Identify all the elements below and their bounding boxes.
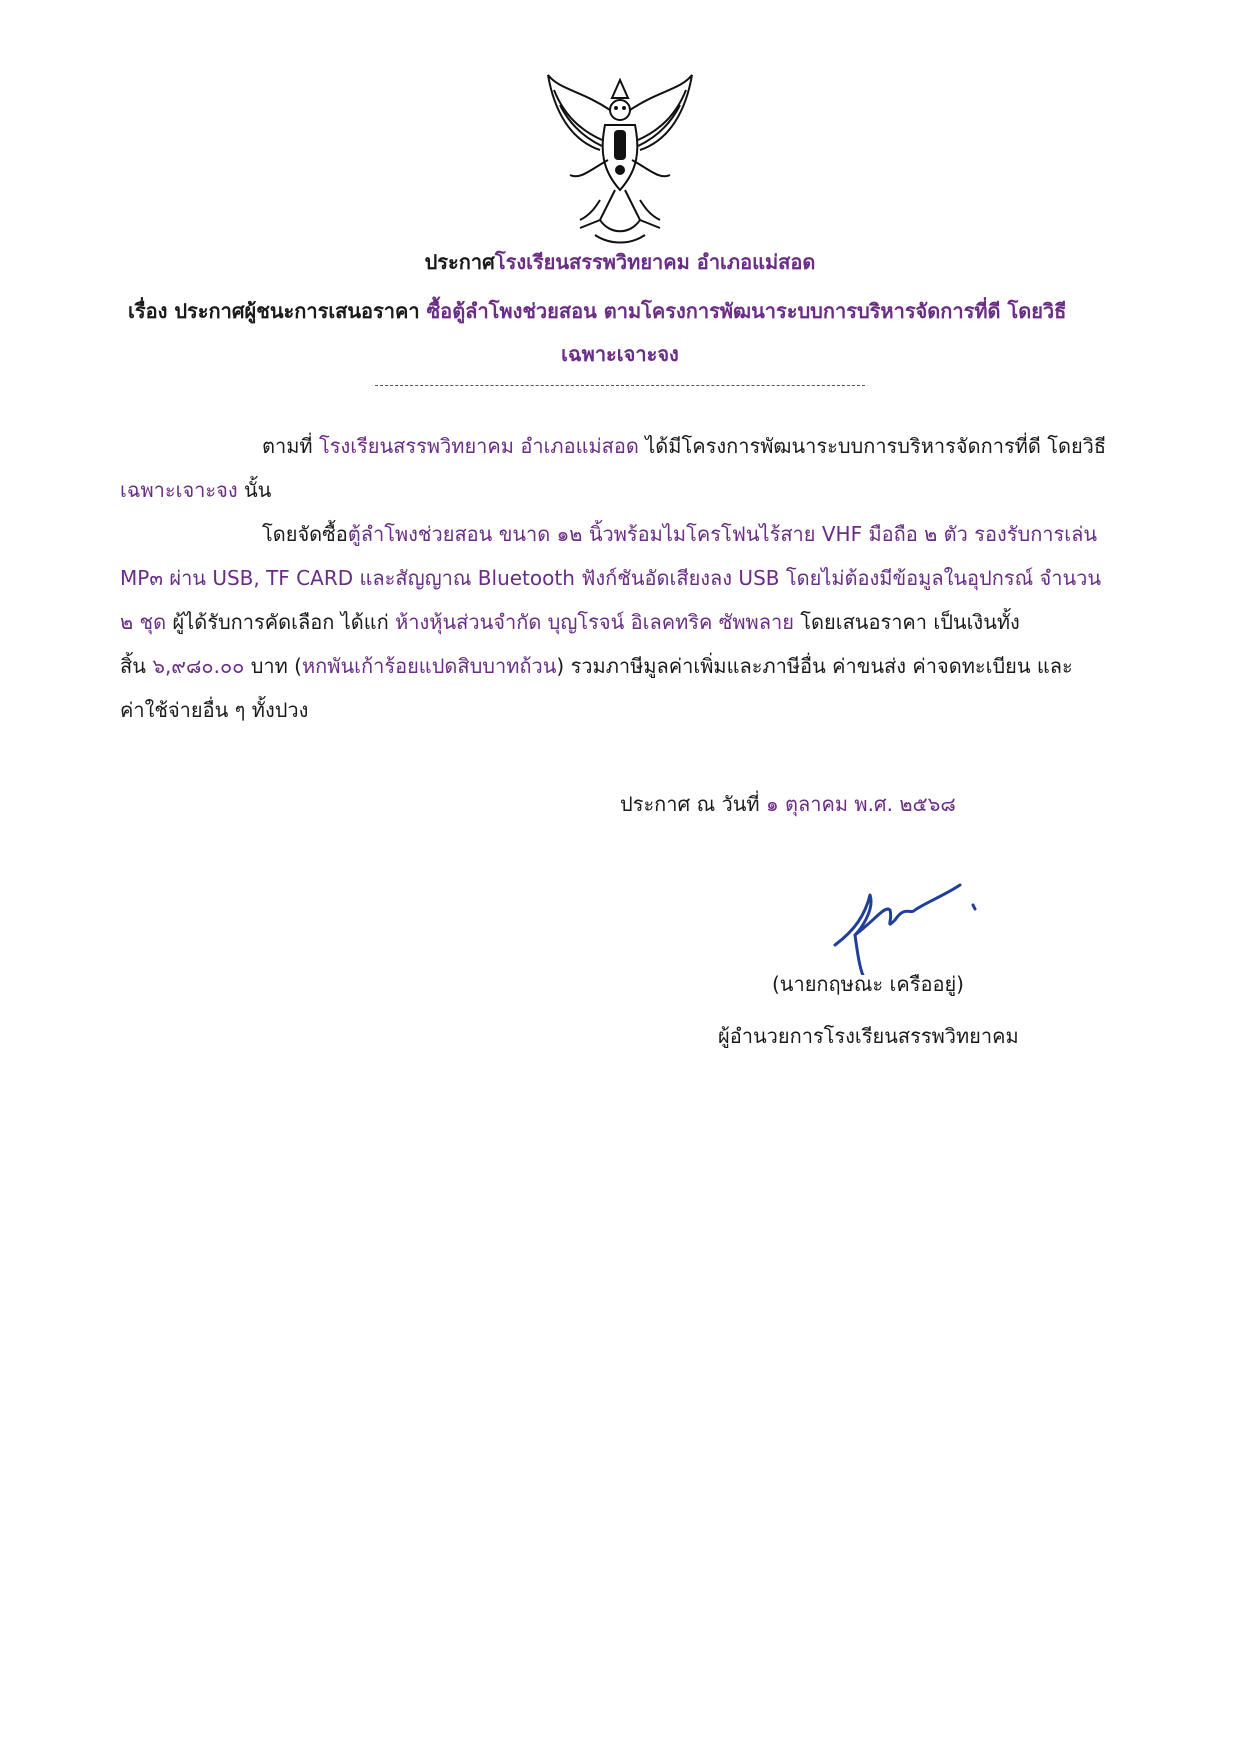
- garuda-emblem: [540, 70, 700, 250]
- p1-project: ได้มีโครงการพัฒนาระบบการบริหารจัดการที่ดี โดยวิธี: [645, 434, 1107, 458]
- subject-detail: ซื้อตู้ลำโพงช่วยสอน ตามโครงการพัฒนาระบบการบริหารจัดการที่ดี โดยวิธี: [426, 299, 1067, 323]
- signer-name: (นายกฤษณะ เครืออยู่): [772, 972, 964, 996]
- paragraph-1-line-2: [120, 476, 271, 504]
- p2-vendor-name: ห้างหุ้นส่วนจำกัด บุญโรจน์ อิเลคทริค ซัพพลาย: [395, 610, 794, 634]
- p1-tail: นั้น: [244, 478, 272, 502]
- paragraph-2-line-2: MP๓ ผ่าน USB, TF CARD และสัญญาณ Bluetooth ฟังก์ชันอัดเสียงลง USB โดยไม่ต้องมีข้อมูลในอุปกรณ์ จำนวน: [120, 566, 1102, 590]
- p2-item-description: ตู้ลำโพงช่วยสอน ขนาด ๑๒ นิ้วพร้อมไมโครโฟนไร้สาย VHF มือถือ ๒ ตัว รองรับการเล่น: [347, 522, 1098, 546]
- paragraph-2-line-3: [120, 608, 1020, 636]
- director-signature: [815, 875, 985, 975]
- p1-school-name: โรงเรียนสรรพวิทยาคม อำเภอแม่สอด: [318, 434, 639, 458]
- title-organization: โรงเรียนสรรพวิทยาคม อำเภอแม่สอด: [494, 250, 816, 274]
- paragraph-1-line-1: [262, 432, 1106, 460]
- p2-amount-in-words: หกพันเก้าร้อยแปดสิบบาทถ้วน: [302, 654, 557, 678]
- announcement-date: [620, 790, 956, 818]
- paragraph-2-line-4: [120, 652, 1073, 680]
- title-divider: [375, 385, 865, 386]
- p2-quantity: ๒ ชุด: [120, 610, 167, 634]
- p2-total-label: สิ้น: [120, 654, 146, 678]
- title-prefix: ประกาศ: [424, 250, 495, 274]
- p2-selected-label: ผู้ได้รับการคัดเลือก ได้แก่: [172, 610, 389, 634]
- date-value: ๑ ตุลาคม พ.ศ. ๒๕๖๘: [765, 792, 956, 816]
- p2-amount: ๖,๙๘๐.๐๐: [152, 654, 245, 678]
- p2-tax-note: ) รวมภาษีมูลค่าเพิ่มและภาษีอื่น ค่าขนส่ง ค่าจดทะเบียน และ: [556, 654, 1073, 678]
- subject-label: เรื่อง ประกาศผู้ชนะการเสนอราคา: [128, 299, 420, 323]
- p1-lead: ตามที่: [262, 434, 313, 458]
- date-label: ประกาศ ณ วันที่: [620, 792, 760, 816]
- signer-position: ผู้อำนวยการโรงเรียนสรรพวิทยาคม: [718, 1024, 1019, 1048]
- subject-detail-continued: เฉพาะเจาะจง: [561, 342, 679, 366]
- subject-line: [128, 297, 1066, 325]
- p1-method: เฉพาะเจาะจง: [120, 478, 238, 502]
- p2-lead: โดยจัดซื้อ: [262, 522, 348, 546]
- p2-currency: บาท (: [250, 654, 302, 678]
- p2-offer-label: โดยเสนอราคา เป็นเงินทั้ง: [800, 610, 1020, 634]
- paragraph-2-line-5: ค่าใช้จ่ายอื่น ๆ ทั้งปวง: [120, 698, 309, 722]
- announcement-title: [0, 248, 1240, 276]
- paragraph-2-line-1: [262, 520, 1097, 548]
